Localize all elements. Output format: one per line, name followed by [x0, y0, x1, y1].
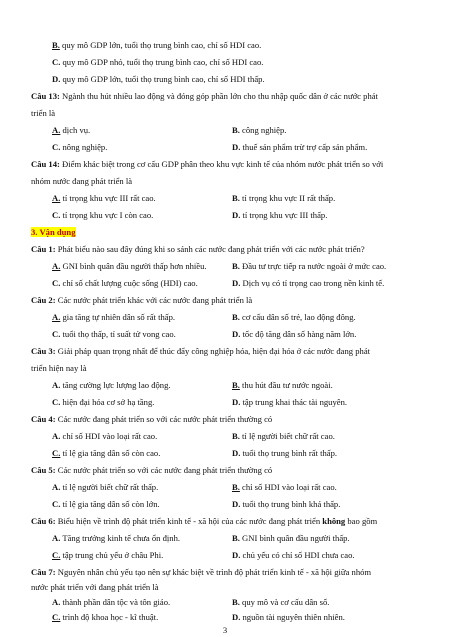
v4-option-a: A. chỉ số HDI vào loại rất cao. — [52, 431, 158, 441]
question-v2: Câu 2: Các nước phát triển khác với các nước đang phát triển là — [31, 295, 253, 305]
v7-option-c: C. trình độ khoa học - kĩ thuật. — [52, 612, 159, 622]
question-14: Câu 14: Điểm khác biệt trong cơ cấu GDP phân theo khu vực kinh tế của nhóm nước phát triển so với — [31, 159, 384, 169]
q13-option-a: A. dịch vụ. — [52, 125, 91, 135]
v1-option-c: C. chỉ số chất lượng cuộc sống (HDI) cao. — [52, 278, 198, 288]
option-c: C. quy mô GDP nhỏ, tuổi thọ trung bình cao, chỉ số HDI cao. — [52, 57, 264, 67]
v3-option-a: A. tăng cường lực lượng lao động. — [52, 380, 171, 390]
question-v3-cont: triển hiện nay là — [31, 363, 87, 373]
section-heading: 3. Vận dụng — [31, 227, 76, 237]
q14-option-b: B. tỉ trọng khu vực II rất thấp. — [232, 193, 336, 203]
question-v7-cont: nước phát triển với đang phát triển là — [31, 582, 159, 592]
v4-option-c: C. tỉ lệ gia tăng dân số còn cao. — [52, 448, 161, 458]
option-b: B. quy mô GDP lớn, tuổi thọ trung bình cao, chỉ số HDI cao. — [52, 40, 262, 50]
v2-option-c: C. tuổi thọ thấp, tỉ suất tử vong cao. — [52, 329, 176, 339]
v7-option-b: B. quy mô và cơ cấu dân số. — [232, 597, 330, 607]
v5-option-c: C. tỉ lệ gia tăng dân số còn lớn. — [52, 499, 160, 509]
v6-option-b: B. GNI bình quân đầu người thấp. — [232, 533, 350, 543]
page-number: 3 — [222, 625, 228, 635]
v6-option-c: C. tập trung chủ yếu ở châu Phi. — [52, 550, 164, 560]
question-v5: Câu 5: Các nước phát triển so với các nước đang phát triển thường có — [31, 465, 273, 475]
q13-option-c: C. nông nghiệp. — [52, 142, 108, 152]
option-d: D. quy mô GDP lớn, tuổi thọ trung bình cao, chỉ số HDI thấp. — [52, 74, 265, 84]
v2-option-d: D. tốc độ tăng dân số hàng năm lớn. — [232, 329, 357, 339]
v1-option-b: B. Đầu tư trực tiếp ra nước ngoài ở mức cao. — [232, 261, 387, 271]
question-v3: Câu 3: Giải pháp quan trọng nhất để thúc đẩy công nghiệp hóa, hiện đại hóa ở các nước đang phát — [31, 346, 371, 356]
q13-option-b: B. công nghiệp. — [232, 125, 287, 135]
v3-option-b: B. thu hút đầu tư nước ngoài. — [232, 380, 333, 390]
v7-option-d: D. nguồn tài nguyên thiên nhiên. — [232, 612, 345, 622]
v5-option-a: A. tỉ lệ người biết chữ rất thấp. — [52, 482, 159, 492]
question-13-cont: triển là — [31, 108, 56, 118]
question-v4: Câu 4: Các nước đang phát triển so với các nước phát triển thường có — [31, 414, 273, 424]
question-14-cont: nhóm nước đang phát triển là — [31, 176, 133, 186]
v6-option-d: D. chủ yếu có chỉ số HDI chưa cao. — [232, 550, 355, 560]
v2-option-a: A. gia tăng tự nhiên dân số rất thấp. — [52, 312, 176, 322]
v6-option-a: A. Tăng trưởng kinh tế chưa ổn định. — [52, 533, 181, 543]
v3-option-c: C. hiện đại hóa cơ sở hạ tầng. — [52, 397, 155, 407]
v1-option-a: A. GNI bình quân đầu người thấp hơn nhiều. — [52, 261, 207, 271]
v2-option-b: B. cơ cấu dân số trẻ, lao động đông. — [232, 312, 356, 322]
q13-option-d: D. thuế sản phẩm trừ trợ cấp sản phẩm. — [232, 142, 368, 152]
question-v6: Câu 6: Biểu hiện về trình độ phát triển kinh tế - xã hội của các nước đang phát triển không bao gồm — [31, 516, 378, 526]
v7-option-a: A. thành phần dân tộc và tôn giáo. — [52, 597, 171, 607]
v4-option-b: B. tỉ lệ người biết chữ rất cao. — [232, 431, 335, 441]
question-v1: Câu 1: Phát biểu nào sau đây đúng khi so sánh các nước đang phát triển với các nước phát triển? — [31, 244, 365, 254]
q14-option-a: A. tỉ trọng khu vực III rất cao. — [52, 193, 156, 203]
v3-option-d: D. tập trung khai thác tài nguyên. — [232, 397, 348, 407]
question-13: Câu 13: Ngành thu hút nhiều lao động và đóng góp phần lớn cho thu nhập quốc dân ở các nước phát — [31, 91, 378, 101]
v4-option-d: D. tuổi thọ trung bình rất thấp. — [232, 448, 338, 458]
question-v7: Câu 7: Nguyên nhân chủ yếu tạo nên sự khác biệt về trình độ phát triển kinh tế - xã hội giữa nhóm — [31, 567, 372, 577]
q14-option-d: D. tỉ trọng khu vực III thấp. — [232, 210, 328, 220]
v5-option-b: B. chỉ số HDI vào loại rất cao. — [232, 482, 337, 492]
v1-option-d: D. Dịch vụ có tỉ trọng cao trong nền kinh tế. — [232, 278, 385, 288]
v5-option-d: D. tuổi thọ trung bình khá thấp. — [232, 499, 341, 509]
q14-option-c: C. tỉ trọng khu vực I còn cao. — [52, 210, 154, 220]
